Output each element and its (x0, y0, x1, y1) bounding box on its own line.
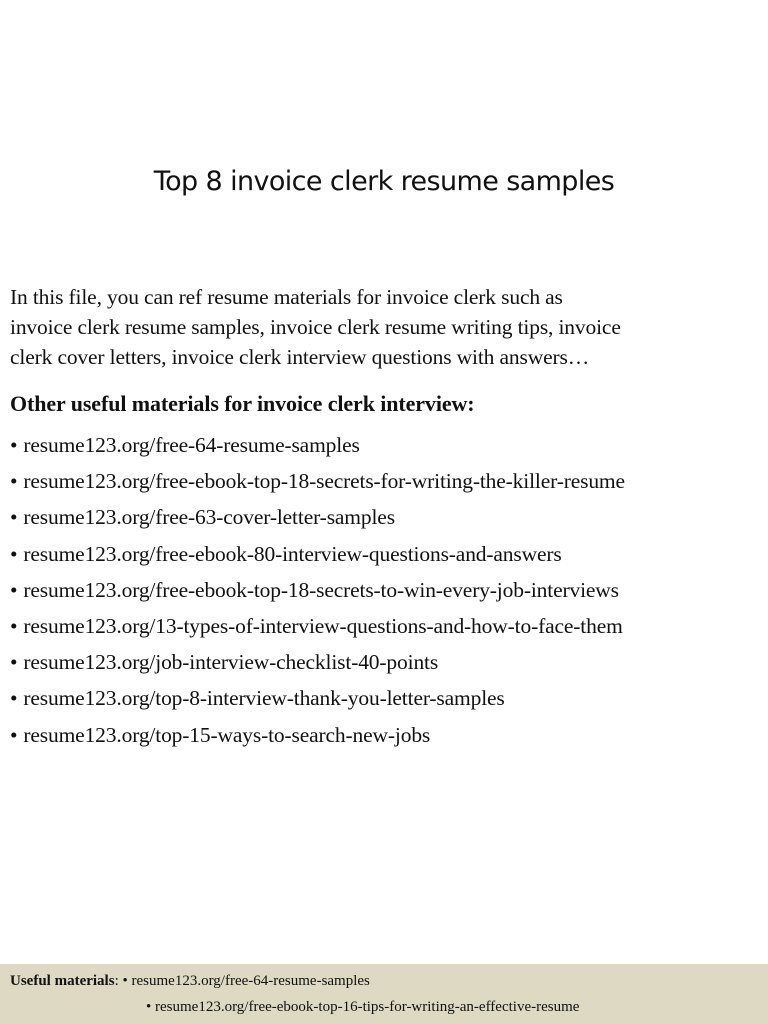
list-item (10, 644, 765, 680)
bullet-icon: • (10, 541, 18, 566)
resource-link[interactable]: resume123.org/top-15-ways-to-search-new-jobs (23, 722, 431, 747)
bullet-icon: • (122, 973, 128, 989)
bullet-icon: • (10, 614, 18, 639)
bullet-icon: • (10, 505, 18, 530)
list-item (10, 680, 765, 716)
footer-bar (0, 964, 768, 1024)
list-item (10, 572, 765, 608)
bullet-icon: • (10, 650, 18, 675)
list-item (10, 608, 765, 644)
bullet-icon: • (10, 686, 18, 711)
intro-paragraph (10, 282, 760, 372)
list-item (10, 536, 765, 572)
resource-link[interactable]: resume123.org/job-interview-checklist-40-points (23, 650, 439, 675)
resource-link[interactable]: resume123.org/free-ebook-top-18-secrets-to-win-every-job-interviews (23, 577, 619, 602)
resource-link[interactable]: resume123.org/free-ebook-80-interview-questions-and-answers (23, 541, 562, 566)
bullet-icon: • (146, 999, 152, 1015)
bullet-icon: • (10, 577, 18, 602)
list-item (10, 463, 765, 499)
footer-label: Useful materials (10, 973, 115, 989)
resource-link[interactable]: resume123.org/free-ebook-top-18-secrets-for-writing-the-killer-resume (23, 469, 625, 494)
intro-line: invoice clerk resume samples, invoice clerk resume writing tips, invoice (10, 315, 621, 339)
list-item (10, 717, 765, 753)
resource-link[interactable]: resume123.org/13-types-of-interview-questions-and-how-to-face-them (23, 614, 623, 639)
footer-row (146, 999, 579, 1016)
intro-line: clerk cover letters, invoice clerk interview questions with answers… (10, 345, 590, 369)
resource-link[interactable]: resume123.org/top-8-interview-thank-you-letter-samples (23, 686, 505, 711)
intro-line: In this file, you can ref resume materials for invoice clerk such as (10, 285, 563, 309)
list-item (10, 499, 765, 535)
footer-row (10, 973, 370, 990)
bullet-icon: • (10, 469, 18, 494)
footer-link[interactable]: resume123.org/free-ebook-top-16-tips-for-writing-an-effective-resume (155, 999, 580, 1015)
materials-link-list (10, 427, 765, 753)
bullet-icon: • (10, 722, 18, 747)
footer-separator: : (114, 973, 119, 989)
bullet-icon: • (10, 433, 18, 457)
materials-heading: Other useful materials for invoice clerk interview: (10, 391, 475, 416)
footer-link[interactable]: resume123.org/free-64-resume-samples (131, 973, 370, 989)
resource-link[interactable]: resume123.org/free-63-cover-letter-samples (23, 505, 395, 530)
resource-link[interactable]: resume123.org/free-64-resume-samples (23, 433, 360, 457)
list-item (10, 427, 765, 463)
page-title: Top 8 invoice clerk resume samples (153, 166, 615, 197)
